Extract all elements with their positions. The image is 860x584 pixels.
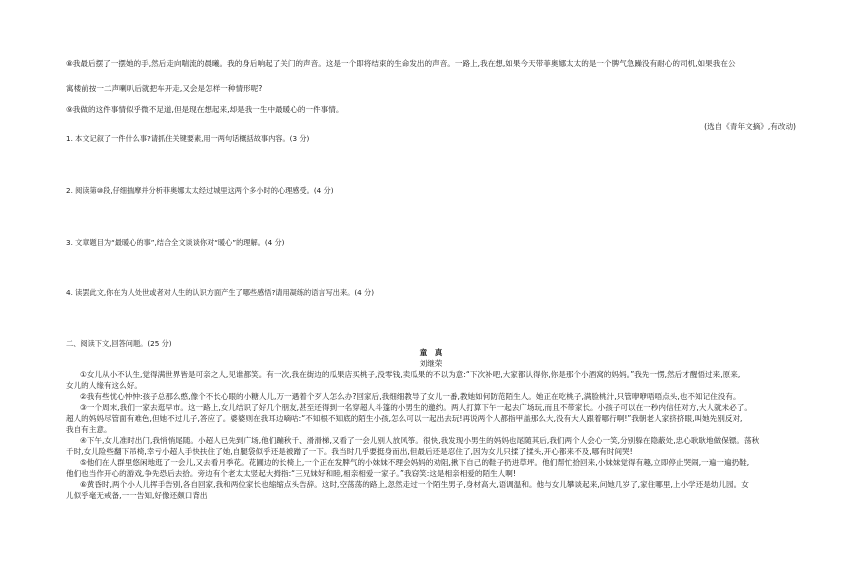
article-paragraph-1: [66, 369, 796, 391]
paragraph-line: ①女儿从小不认生,觉得满世界皆是可亲之人,见谁都笑。有一次,我在街边的瓜果店买桃子,没零钱,卖瓜果的不以为意:“下次补吧,大家都认得你,你是那个小酒窝的妈妈。”我先一愣,然后才醒悟过来,原来,: [80, 370, 741, 379]
question-1: 1. 本文记叙了一件什么事?请抓住关键要素,用一两句话概括故事内容。(3 分): [66, 134, 310, 143]
paragraph-line: 女儿的人缘有这么好。: [66, 381, 142, 390]
paragraph-line: 超人的妈妈尽管面有难色,但她不过儿子,答应了。婆婆则在我耳边嘀咕:“不知根不知底的陌生小孩,怎么可以一起出去玩!再说两个人都指甲盖那么大,没有大人跟着哪行啊!”我朝老人家挤挤眼,叫她先别反对,: [66, 414, 743, 423]
article-title: 童 真: [419, 348, 443, 357]
question-4: 4. 读罢此文,你在为人处世或者对人生的认识方面产生了哪些感悟?请用凝练的语言写出来。(4 分): [66, 288, 375, 297]
passage-paragraph-8-line-1: ⑧我最后摆了一摆她的手,然后走向喘流的晨曦。我的身后响起了关门的声音。这是一个即将结束的生命发出的声音。一路上,我在想,如果今天带菲奥娜太太的是一个脾气急躁没有耐心的司机,如果我在公: [66, 59, 736, 68]
paragraph-line: ④下午,女儿准时出门,我悄悄尾随。小超人已先到广场,他们蹦秋千、滑滑梯,又看了一会儿别人放风筝。很快,我发现小男生的妈妈也尾随其后,我们两个人会心一笑,分别躲在隐蔽处,忠心耿耿地做保镖。荡秋: [80, 436, 760, 445]
article-paragraph-5: [66, 457, 796, 479]
paragraph-line: 千时,女儿险些翻下吊椅,幸亏小超人手快扶住了她,自腿袋似乎还是被蹭了一下。我当时几乎要挺身而出,但最后还是忍住了,因为女儿只揉了揉头,开心都来不及,哪有时间哭!: [66, 447, 633, 456]
article-author: 刘继荣: [419, 359, 443, 368]
paragraph-line: 儿似乎毫无戒备,一一告知,好像还颇口背出: [66, 491, 208, 500]
paragraph-line: 他们也当作开心的游戏,争先恐后去拾。旁边有个老太太竖起大拇指:“三兄妹好和睦,相亲相爱一家子。”我窃笑:这是相亲相爱的陌生人啊!: [66, 469, 516, 478]
passage-paragraph-9: ⑨我做的这件事情似乎微不足道,但是现在想起来,却是我一生中最暖心的一件事情。: [66, 105, 344, 114]
section-2-heading: 二、阅读下文,回答问题。(25 分): [66, 339, 172, 348]
passage-paragraph-8-line-2: 寓楼前按一二声喇叭后就把车开走,又会是怎样一种情形呢?: [66, 84, 263, 93]
article-paragraph-2: [66, 391, 796, 402]
paragraph-line: 我自有主意。: [66, 425, 112, 434]
paragraph-line: ⑥黄昏时,两个小人儿挥手告别,各自回家,我和两位家长也缩缩点头告辞。这时,空荡荡的路上,忽然走过一个陌生男子,身材高大,语调温和。他与女儿攀谈起来,问她几岁了,家住哪里,上小学还是幼儿园。女: [80, 480, 749, 489]
paragraph-line: ②我有些忧心忡忡:孩子总那么憨,像个不长心眼的小糖人儿,万一遇着个歹人怎么办?回家后,我细细教导了女儿一番,教她如何防范陌生人。她正在吃桃子,满脸桃汁,只管咿咿唔唔点头,也不知记住没有。: [80, 392, 741, 401]
article-paragraph-6: [66, 479, 796, 501]
paragraph-line: ③一个周末,我们一家去逛早市。这一路上,女儿结识了好几个朋友,甚至还得到一名穿超人斗篷的小男生的邀约。两人打算下午一起去广场玩,而且不带家长。小孩子可以在一秒内信任对方,大人就未必了。: [80, 403, 752, 412]
paragraph-line: ⑤他们在人群里悠闲地逛了一会儿,又去看月季花。花圃边的长椅上,一个正在发脾气的小妹妹不理会妈妈的劝阻,揪下自己的鞋子扔进草坪。他们帮忙拾回来,小妹妹觉得有趣,立即停止哭闹,一遍一遍扔鞋,: [80, 458, 750, 467]
passage-source: (选自《青年文摘》,有改动): [704, 122, 796, 131]
article-paragraph-3: [66, 402, 796, 435]
question-3: 3. 文章题目为“最暖心的事”,结合全文谈谈你对“暖心”的理解。(4 分): [66, 238, 285, 247]
article-paragraph-4: [66, 435, 796, 457]
question-2: 2. 阅读第⑩段,仔细揣摩并分析菲奥娜太太经过城里这两个多小时的心理感受。(4 分): [66, 186, 334, 195]
